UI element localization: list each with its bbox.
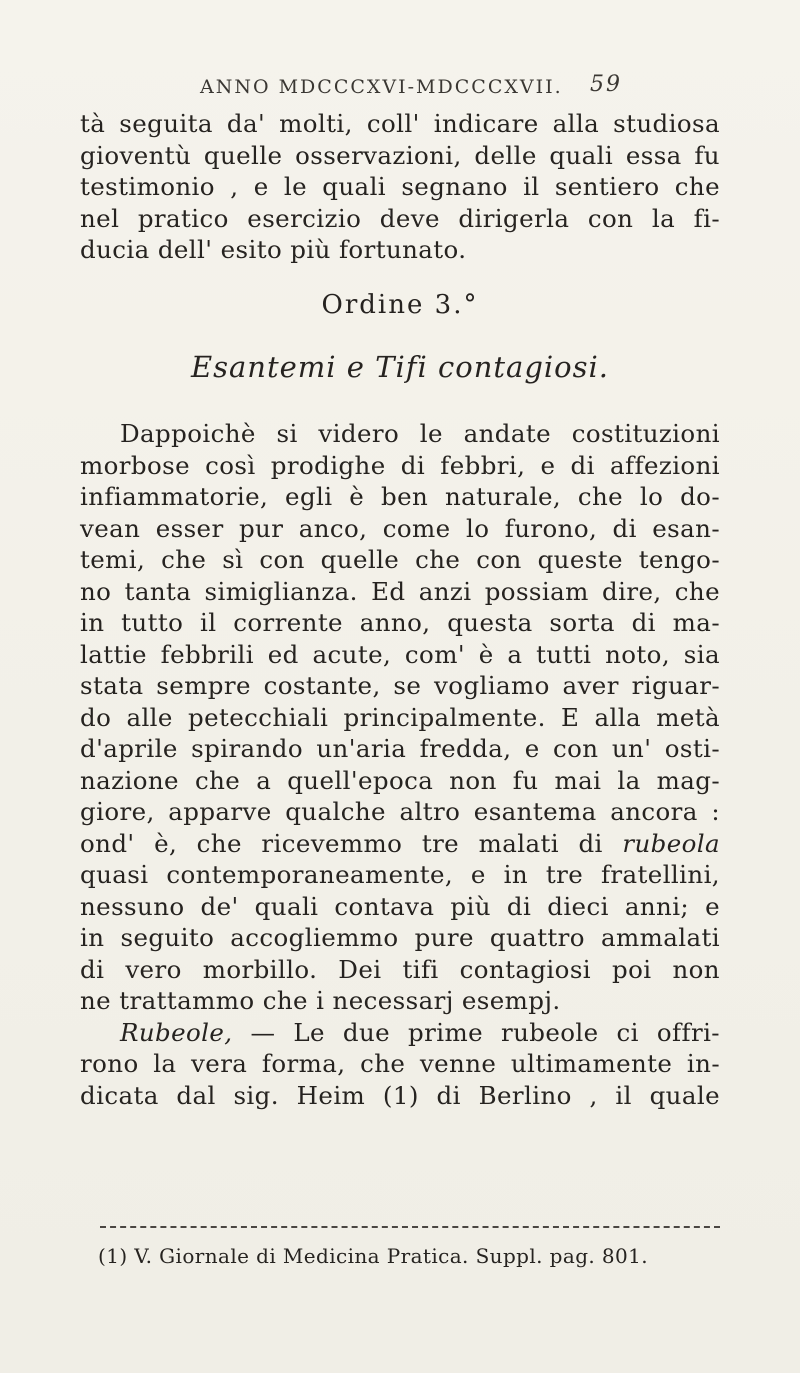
italic-term-rubeole: Rubeole, xyxy=(120,1017,233,1047)
text-line: Dappoichè si videro le andate costituzioni xyxy=(120,419,720,448)
text-line: testimonio , e le quali segnano il sentiero che xyxy=(80,172,720,201)
text-line: infiammatorie, egli è ben naturale, che lo do- xyxy=(80,482,720,511)
text-line: in tutto il corrente anno, questa sorta di ma- xyxy=(80,608,720,637)
text-line: d'aprile spirando un'aria fredda, e con un' osti- xyxy=(80,734,720,763)
text-line: do alle petecchiali principalmente. E alla metà xyxy=(80,702,720,732)
text-line: in seguito accogliemmo pure quattro ammalati xyxy=(80,923,720,952)
text-line: nessuno de' quali contava più di dieci anni; e xyxy=(80,891,720,921)
footnote-separator xyxy=(100,1226,720,1228)
paragraph-continuation xyxy=(80,108,720,266)
text-line: quasi contemporaneamente, e in tre fratellini, xyxy=(80,860,720,889)
text-line: ducia dell' esito più fortunato. xyxy=(80,235,467,264)
text-line: tà seguita da' molti, coll' indicare alla studiosa xyxy=(80,109,720,138)
text-fragment: ond' è, che ricevemmo tre malati di xyxy=(80,828,603,858)
paragraph-main xyxy=(80,418,720,1111)
text-line-with-italic xyxy=(80,828,720,860)
running-title: ANNO MDCCCXVI-MDCCCXVII. xyxy=(200,76,563,98)
section-subtitle: Esantemi e Tifi contagiosi. xyxy=(190,350,610,384)
footnote: (1) V. Giornale di Medicina Pratica. Suppl. pag. 801. xyxy=(98,1244,649,1268)
section-title: Ordine 3.° xyxy=(321,290,479,320)
text-line: di vero morbillo. Dei tifi contagiosi poi non xyxy=(80,954,720,984)
page-number: 59 xyxy=(590,72,622,97)
text-line: gioventù quelle osservazioni, delle quali essa fu xyxy=(80,140,720,170)
text-fragment: — Le due prime rubeole ci offri- xyxy=(250,1017,720,1047)
text-line: stata sempre costante, se vogliamo aver riguar- xyxy=(80,671,720,700)
text-line: ne trattammo che i necessarj esempj. xyxy=(80,986,561,1015)
text-line: temi, che sì con quelle che con queste tengo- xyxy=(80,545,720,574)
text-line: lattie febbrili ed acute, com' è a tutti noto, sia xyxy=(80,639,720,669)
text-line: giore, apparve qualche altro esantema ancora : xyxy=(80,797,720,826)
text-line: dicata dal sig. Heim (1) di Berlino , il quale xyxy=(80,1080,720,1110)
text-line: nazione che a quell'epoca non fu mai la mag- xyxy=(80,765,720,795)
text-line-with-italic xyxy=(80,1017,720,1049)
italic-term-rubeola: rubeola xyxy=(622,828,720,858)
text-line: morbose così prodighe di febbri, e di affezioni xyxy=(80,450,720,480)
text-line: nel pratico esercizio deve dirigerla con la fi- xyxy=(80,203,720,233)
text-line: no tanta simiglianza. Ed anzi possiam dire, che xyxy=(80,576,720,606)
text-line: rono la vera forma, che venne ultimamente in- xyxy=(80,1049,720,1078)
text-line: vean esser pur anco, come lo furono, di esan- xyxy=(80,513,720,543)
